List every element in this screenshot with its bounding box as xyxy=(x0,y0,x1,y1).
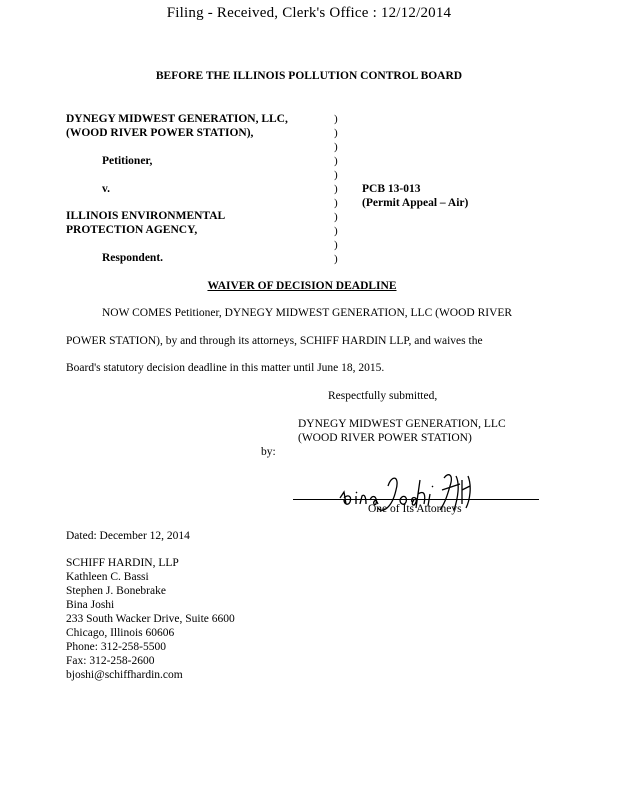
firm-address-line2: Chicago, Illinois 60606 xyxy=(66,627,175,639)
caption-paren: ) xyxy=(334,211,338,223)
respondent-name-line1: ILLINOIS ENVIRONMENTAL xyxy=(66,210,226,222)
firm-email: bjoshi@schiffhardin.com xyxy=(66,669,183,681)
caption-paren: ) xyxy=(334,113,338,125)
respondent-label: Respondent. xyxy=(102,252,164,264)
attorney-name: Kathleen C. Bassi xyxy=(66,571,149,583)
versus-label: v. xyxy=(102,183,110,195)
caption-paren: ) xyxy=(334,127,338,139)
caption-paren: ) xyxy=(334,253,338,265)
signature-caption: One of Its Attorneys xyxy=(368,503,462,515)
dated-line: Dated: December 12, 2014 xyxy=(66,530,190,542)
document-title: WAIVER OF DECISION DEADLINE xyxy=(207,280,397,292)
caption-paren: ) xyxy=(334,239,338,251)
filing-stamp: Filing - Received, Clerk's Office : 12/12/2014 xyxy=(166,5,452,21)
attorney-name: Bina Joshi xyxy=(66,599,115,611)
respondent-name-line2: PROTECTION AGENCY, xyxy=(66,224,198,236)
attorney-name: Stephen J. Bonebrake xyxy=(66,585,166,597)
caption-paren: ) xyxy=(334,169,338,181)
firm-fax: Fax: 312-258-2600 xyxy=(66,655,155,667)
by-label: by: xyxy=(261,446,276,458)
firm-name: SCHIFF HARDIN, LLP xyxy=(66,557,179,569)
petitioner-label: Petitioner, xyxy=(102,155,153,167)
body-line-3: Board's statutory decision deadline in this matter until June 18, 2015. xyxy=(66,362,385,374)
case-number: PCB 13-013 xyxy=(362,183,421,195)
caption-paren: ) xyxy=(334,197,338,209)
caption-paren: ) xyxy=(334,183,338,195)
signatory-company-line1: DYNEGY MIDWEST GENERATION, LLC xyxy=(298,418,506,430)
firm-address-line1: 233 South Wacker Drive, Suite 6600 xyxy=(66,613,235,625)
signatory-company-line2: (WOOD RIVER POWER STATION) xyxy=(298,432,472,444)
caption-paren: ) xyxy=(334,155,338,167)
body-line-2: POWER STATION), by and through its attorneys, SCHIFF HARDIN LLP, and waives the xyxy=(66,335,483,347)
caption-paren: ) xyxy=(334,225,338,237)
petitioner-name-line1: DYNEGY MIDWEST GENERATION, LLC, xyxy=(66,113,288,125)
case-type: (Permit Appeal – Air) xyxy=(362,197,469,209)
caption-paren: ) xyxy=(334,141,338,153)
respectfully-submitted: Respectfully submitted, xyxy=(328,390,438,402)
firm-phone: Phone: 312-258-5500 xyxy=(66,641,166,653)
board-heading: BEFORE THE ILLINOIS POLLUTION CONTROL BOARD xyxy=(155,70,463,82)
body-line-1: NOW COMES Petitioner, DYNEGY MIDWEST GENERATION, LLC (WOOD RIVER xyxy=(102,307,513,319)
petitioner-name-line2: (WOOD RIVER POWER STATION), xyxy=(66,127,254,139)
